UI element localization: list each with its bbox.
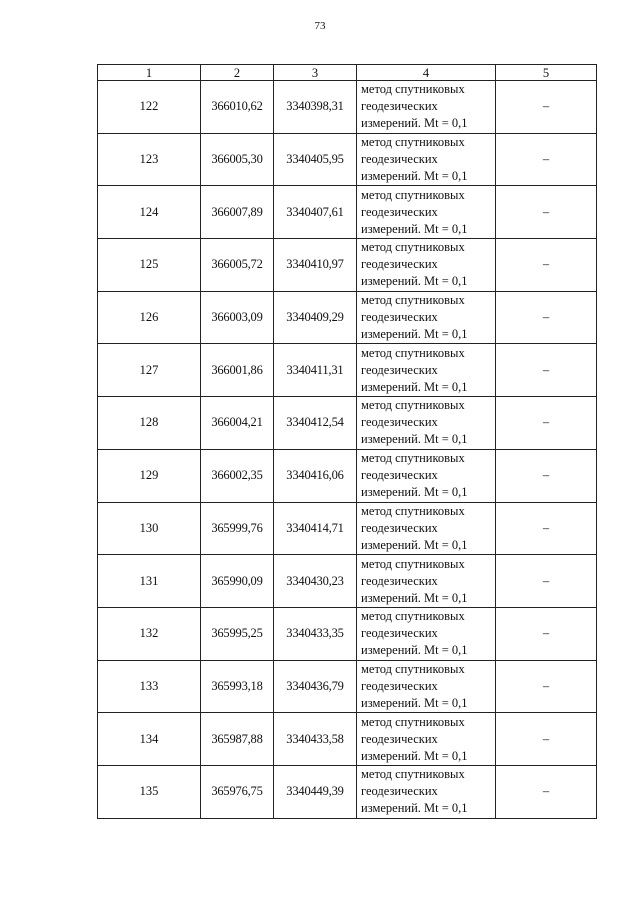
note-cell: – <box>496 765 597 818</box>
table-row <box>98 449 597 502</box>
y-coordinate-cell: 3340416,06 <box>274 449 357 502</box>
page-number: 73 <box>314 20 326 32</box>
point-number-cell: 128 <box>98 397 201 450</box>
point-number-cell: 126 <box>98 291 201 344</box>
method-line: измерений. Mt = 0,1 <box>361 327 468 342</box>
y-coordinate-cell: 3340436,79 <box>274 660 357 713</box>
y-coordinate-cell: 3340433,58 <box>274 713 357 766</box>
note-cell: – <box>496 660 597 713</box>
method-line: измерений. Mt = 0,1 <box>361 748 468 763</box>
method-cell <box>357 555 496 608</box>
x-coordinate-cell: 365999,76 <box>201 502 274 555</box>
method-line: геодезических <box>361 310 438 325</box>
note-cell: – <box>496 239 597 292</box>
method-line: измерений. Mt = 0,1 <box>361 695 468 710</box>
x-coordinate-cell: 366007,89 <box>201 186 274 239</box>
method-line: метод спутниковых <box>361 82 465 97</box>
x-coordinate-cell: 366004,21 <box>201 397 274 450</box>
method-cell <box>357 449 496 502</box>
method-line: геодезических <box>361 573 438 588</box>
note-cell: – <box>496 502 597 555</box>
method-line: измерений. Mt = 0,1 <box>361 221 468 236</box>
method-line: метод спутниковых <box>361 609 465 624</box>
header-col-2: 2 <box>201 65 274 81</box>
y-coordinate-cell: 3340411,31 <box>274 344 357 397</box>
point-number-cell: 131 <box>98 555 201 608</box>
method-cell <box>357 660 496 713</box>
point-number-cell: 133 <box>98 660 201 713</box>
method-line: геодезических <box>361 468 438 483</box>
y-coordinate-cell: 3340449,39 <box>274 765 357 818</box>
note-cell: – <box>496 607 597 660</box>
x-coordinate-cell: 366005,30 <box>201 133 274 186</box>
note-cell: – <box>496 291 597 344</box>
method-line: измерений. Mt = 0,1 <box>361 169 468 184</box>
method-cell <box>357 397 496 450</box>
y-coordinate-cell: 3340407,61 <box>274 186 357 239</box>
note-cell: – <box>496 713 597 766</box>
note-cell: – <box>496 449 597 502</box>
method-cell <box>357 344 496 397</box>
x-coordinate-cell: 366002,35 <box>201 449 274 502</box>
method-line: метод спутниковых <box>361 503 465 518</box>
method-line: измерений. Mt = 0,1 <box>361 379 468 394</box>
method-line: метод спутниковых <box>361 398 465 413</box>
method-line: измерений. Mt = 0,1 <box>361 537 468 552</box>
point-number-cell: 132 <box>98 607 201 660</box>
note-cell: – <box>496 555 597 608</box>
table-row <box>98 502 597 555</box>
method-line: геодезических <box>361 784 438 799</box>
point-number-cell: 122 <box>98 81 201 134</box>
method-cell <box>357 502 496 555</box>
table-row <box>98 555 597 608</box>
method-cell <box>357 133 496 186</box>
point-number-cell: 123 <box>98 133 201 186</box>
table-row <box>98 765 597 818</box>
method-line: метод спутниковых <box>361 767 465 782</box>
x-coordinate-cell: 366005,72 <box>201 239 274 292</box>
table-row <box>98 660 597 713</box>
y-coordinate-cell: 3340430,23 <box>274 555 357 608</box>
method-line: метод спутниковых <box>361 187 465 202</box>
method-line: геодезических <box>361 731 438 746</box>
note-cell: – <box>496 186 597 239</box>
note-cell: – <box>496 397 597 450</box>
method-line: метод спутниковых <box>361 451 465 466</box>
x-coordinate-cell: 365976,75 <box>201 765 274 818</box>
point-number-cell: 125 <box>98 239 201 292</box>
table-row <box>98 607 597 660</box>
table-row <box>98 291 597 344</box>
x-coordinate-cell: 365995,25 <box>201 607 274 660</box>
table-row <box>98 133 597 186</box>
table-row <box>98 713 597 766</box>
method-cell <box>357 239 496 292</box>
method-line: метод спутниковых <box>361 135 465 150</box>
method-line: геодезических <box>361 415 438 430</box>
method-line: геодезических <box>361 626 438 641</box>
note-cell: – <box>496 133 597 186</box>
y-coordinate-cell: 3340405,95 <box>274 133 357 186</box>
method-line: геодезических <box>361 520 438 535</box>
table-header-row <box>98 65 597 81</box>
coordinates-table <box>97 64 597 819</box>
point-number-cell: 130 <box>98 502 201 555</box>
method-line: геодезических <box>361 362 438 377</box>
point-number-cell: 134 <box>98 713 201 766</box>
y-coordinate-cell: 3340398,31 <box>274 81 357 134</box>
method-line: метод спутниковых <box>361 661 465 676</box>
method-line: измерений. Mt = 0,1 <box>361 643 468 658</box>
point-number-cell: 124 <box>98 186 201 239</box>
method-cell <box>357 607 496 660</box>
method-line: геодезических <box>361 257 438 272</box>
table-row <box>98 397 597 450</box>
point-number-cell: 129 <box>98 449 201 502</box>
method-line: метод спутниковых <box>361 293 465 308</box>
y-coordinate-cell: 3340433,35 <box>274 607 357 660</box>
table-row <box>98 344 597 397</box>
method-line: геодезических <box>361 152 438 167</box>
y-coordinate-cell: 3340410,97 <box>274 239 357 292</box>
x-coordinate-cell: 365990,09 <box>201 555 274 608</box>
method-line: геодезических <box>361 204 438 219</box>
note-cell: – <box>496 344 597 397</box>
header-col-3: 3 <box>274 65 357 81</box>
method-cell <box>357 765 496 818</box>
point-number-cell: 135 <box>98 765 201 818</box>
method-line: метод спутниковых <box>361 714 465 729</box>
method-line: геодезических <box>361 99 438 114</box>
point-number-cell: 127 <box>98 344 201 397</box>
x-coordinate-cell: 366001,86 <box>201 344 274 397</box>
y-coordinate-cell: 3340414,71 <box>274 502 357 555</box>
method-line: измерений. Mt = 0,1 <box>361 432 468 447</box>
method-line: метод спутниковых <box>361 240 465 255</box>
y-coordinate-cell: 3340409,29 <box>274 291 357 344</box>
method-line: измерений. Mt = 0,1 <box>361 116 468 131</box>
table-row <box>98 239 597 292</box>
method-line: измерений. Mt = 0,1 <box>361 801 468 816</box>
header-col-1: 1 <box>98 65 201 81</box>
method-line: измерений. Mt = 0,1 <box>361 485 468 500</box>
note-cell: – <box>496 81 597 134</box>
method-line: измерений. Mt = 0,1 <box>361 274 468 289</box>
table-row <box>98 81 597 134</box>
y-coordinate-cell: 3340412,54 <box>274 397 357 450</box>
method-cell <box>357 291 496 344</box>
header-col-4: 4 <box>357 65 496 81</box>
method-cell <box>357 186 496 239</box>
x-coordinate-cell: 365987,88 <box>201 713 274 766</box>
method-line: измерений. Mt = 0,1 <box>361 590 468 605</box>
table-body <box>98 81 597 819</box>
method-line: геодезических <box>361 678 438 693</box>
header-col-5: 5 <box>496 65 597 81</box>
method-line: метод спутниковых <box>361 556 465 571</box>
x-coordinate-cell: 366003,09 <box>201 291 274 344</box>
x-coordinate-cell: 365993,18 <box>201 660 274 713</box>
method-line: метод спутниковых <box>361 345 465 360</box>
x-coordinate-cell: 366010,62 <box>201 81 274 134</box>
method-cell <box>357 81 496 134</box>
table-row <box>98 186 597 239</box>
method-cell <box>357 713 496 766</box>
